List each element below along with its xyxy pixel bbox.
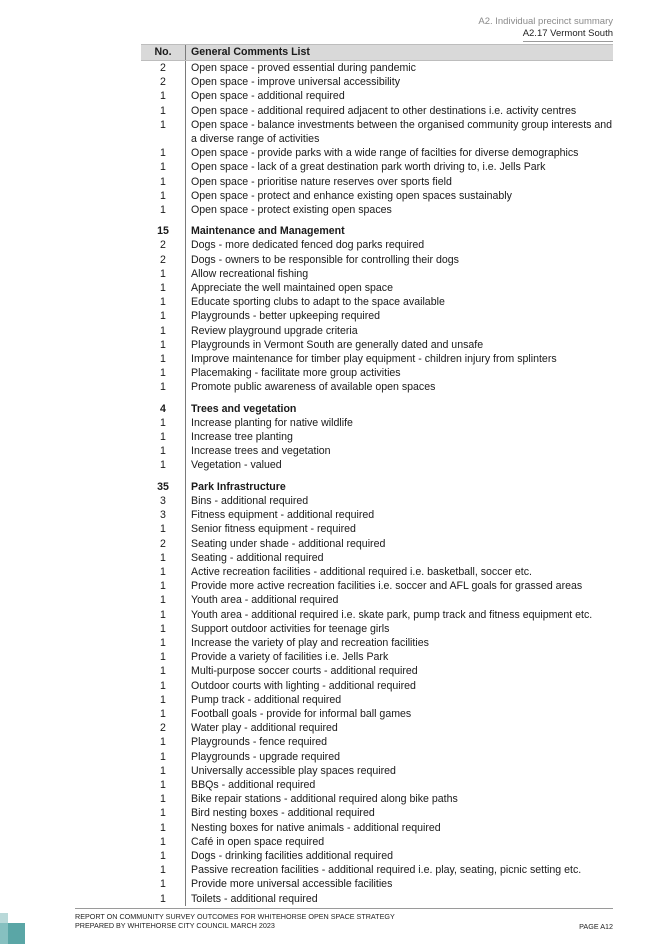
comment-count: 2 bbox=[160, 537, 166, 550]
comment-text: Educate sporting clubs to adapt to the space available bbox=[186, 295, 614, 309]
table-row bbox=[141, 238, 613, 252]
comment-count: 1 bbox=[160, 608, 166, 621]
comment-text: Open space - prioritise nature reserves over sports field bbox=[186, 175, 614, 189]
comment-text: Bike repair stations - additional required along bike paths bbox=[186, 792, 614, 806]
table-row bbox=[141, 764, 613, 778]
table-row bbox=[141, 253, 613, 267]
table-row bbox=[141, 75, 613, 89]
comment-count: 1 bbox=[160, 296, 166, 309]
table-row bbox=[141, 458, 613, 472]
comment-text: Playgrounds in Vermont South are generally dated and unsafe bbox=[186, 338, 614, 352]
table-row bbox=[141, 189, 613, 203]
comment-text: Promote public awareness of available open spaces bbox=[186, 380, 614, 394]
section-title: Park Infrastructure bbox=[186, 473, 614, 494]
page-footer bbox=[75, 908, 613, 930]
table-row bbox=[141, 863, 613, 877]
comment-text: Open space - additional required bbox=[186, 89, 614, 103]
comment-text: Youth area - additional required bbox=[186, 593, 614, 607]
table-row bbox=[141, 416, 613, 430]
comment-count: 1 bbox=[160, 764, 166, 777]
table-row bbox=[141, 430, 613, 444]
comment-text: Vegetation - valued bbox=[186, 458, 614, 472]
table-row bbox=[141, 565, 613, 579]
comment-text: Football goals - provide for informal ball games bbox=[186, 707, 614, 721]
comment-text: Provide a variety of facilities i.e. Jells Park bbox=[186, 650, 614, 664]
comment-count: 1 bbox=[160, 878, 166, 891]
comment-count: 1 bbox=[160, 807, 166, 820]
comment-count: 1 bbox=[160, 778, 166, 791]
comment-text: Increase tree planting bbox=[186, 430, 614, 444]
corner-decoration-block bbox=[0, 923, 8, 944]
section-title: Trees and vegetation bbox=[186, 395, 614, 416]
comment-text: Dogs - more dedicated fenced dog parks required bbox=[186, 238, 614, 252]
table-row bbox=[141, 821, 613, 835]
table-row bbox=[141, 508, 613, 522]
table-row bbox=[141, 267, 613, 281]
comment-text: Improve maintenance for timber play equipment - children injury from splinters bbox=[186, 352, 614, 366]
table-row bbox=[141, 636, 613, 650]
comment-text: Nesting boxes for native animals - additional required bbox=[186, 821, 614, 835]
comment-count: 15 bbox=[157, 225, 169, 238]
comment-text: Support outdoor activities for teenage girls bbox=[186, 622, 614, 636]
comment-count: 1 bbox=[160, 310, 166, 323]
footer-prepared-by: PREPARED BY WHITEHORSE CITY COUNCIL MARCH 2023 bbox=[75, 921, 275, 930]
header-subsection-title: A2.17 Vermont South bbox=[523, 28, 613, 43]
comment-count: 1 bbox=[160, 849, 166, 862]
table-row bbox=[141, 551, 613, 565]
comment-count: 4 bbox=[160, 402, 166, 415]
comment-text: Toilets - additional required bbox=[186, 892, 614, 906]
table-row bbox=[141, 835, 613, 849]
comment-text: Provide more active recreation facilities i.e. soccer and AFL goals for grassed areas bbox=[186, 579, 614, 593]
table-header-row bbox=[141, 45, 613, 61]
comment-count: 2 bbox=[160, 722, 166, 735]
comment-count: 1 bbox=[160, 416, 166, 429]
comment-text: Dogs - owners to be responsible for controlling their dogs bbox=[186, 253, 614, 267]
comment-text: Water play - additional required bbox=[186, 721, 614, 735]
comment-text: Seating - additional required bbox=[186, 551, 614, 565]
table-row bbox=[141, 352, 613, 366]
comment-count: 1 bbox=[160, 445, 166, 458]
table-row bbox=[141, 892, 613, 906]
comment-count: 1 bbox=[160, 459, 166, 472]
comment-text: Outdoor courts with lighting - additional required bbox=[186, 679, 614, 693]
table-row bbox=[141, 593, 613, 607]
comment-count: 1 bbox=[160, 353, 166, 366]
header-section-title: A2. Individual precinct summary bbox=[478, 16, 613, 27]
comment-text: Senior fitness equipment - required bbox=[186, 522, 614, 536]
table-row bbox=[141, 721, 613, 735]
table-row bbox=[141, 324, 613, 338]
table-row bbox=[141, 608, 613, 622]
comment-text: Open space - protect and enhance existing open spaces sustainably bbox=[186, 189, 614, 203]
comment-text: Review playground upgrade criteria bbox=[186, 324, 614, 338]
table-row bbox=[141, 778, 613, 792]
comment-count: 1 bbox=[160, 282, 166, 295]
comment-text: Allow recreational fishing bbox=[186, 267, 614, 281]
comment-count: 1 bbox=[160, 381, 166, 394]
page-number: PAGE A12 bbox=[579, 922, 613, 931]
comment-count: 1 bbox=[160, 636, 166, 649]
comment-text: Bins - additional required bbox=[186, 494, 614, 508]
comment-count: 1 bbox=[160, 736, 166, 749]
table-body bbox=[141, 61, 613, 906]
comment-text: Active recreation facilities - additional required i.e. basketball, soccer etc. bbox=[186, 565, 614, 579]
comment-count: 1 bbox=[160, 431, 166, 444]
table-row bbox=[141, 664, 613, 678]
section-row bbox=[141, 473, 613, 494]
comment-text: Open space - protect existing open spaces bbox=[186, 203, 614, 217]
comment-count: 1 bbox=[160, 204, 166, 217]
table-row bbox=[141, 175, 613, 189]
table-row bbox=[141, 792, 613, 806]
table-row bbox=[141, 877, 613, 891]
comment-count: 1 bbox=[160, 367, 166, 380]
footer-report-title: REPORT ON COMMUNITY SURVEY OUTCOMES FOR WHITEHORSE OPEN SPACE STRATEGY bbox=[75, 912, 395, 921]
comment-text: Provide more universal accessible facilities bbox=[186, 877, 614, 891]
comment-count: 2 bbox=[160, 239, 166, 252]
table-row bbox=[141, 750, 613, 764]
comment-count: 1 bbox=[160, 175, 166, 188]
comment-count: 2 bbox=[160, 253, 166, 266]
comment-count: 1 bbox=[160, 551, 166, 564]
table-row bbox=[141, 735, 613, 749]
table-row bbox=[141, 622, 613, 636]
table-row bbox=[141, 380, 613, 394]
comment-count: 1 bbox=[160, 750, 166, 763]
comment-text: Appreciate the well maintained open space bbox=[186, 281, 614, 295]
column-header-no: No. bbox=[141, 45, 186, 61]
table-row bbox=[141, 650, 613, 664]
comment-text: Open space - proved essential during pandemic bbox=[186, 61, 614, 76]
comment-text: Universally accessible play spaces required bbox=[186, 764, 614, 778]
comment-text: Fitness equipment - additional required bbox=[186, 508, 614, 522]
comment-count: 1 bbox=[160, 104, 166, 117]
comments-table bbox=[141, 44, 613, 906]
table-row bbox=[141, 537, 613, 551]
comment-count: 1 bbox=[160, 821, 166, 834]
comment-count: 1 bbox=[160, 565, 166, 578]
comment-count: 1 bbox=[160, 189, 166, 202]
comment-text: Playgrounds - better upkeeping required bbox=[186, 309, 614, 323]
comment-text: Increase trees and vegetation bbox=[186, 444, 614, 458]
comment-text: Open space - improve universal accessibility bbox=[186, 75, 614, 89]
table-row bbox=[141, 281, 613, 295]
comment-count: 1 bbox=[160, 651, 166, 664]
table-row bbox=[141, 89, 613, 103]
comment-count: 1 bbox=[160, 665, 166, 678]
comment-text: Multi-purpose soccer courts - additional required bbox=[186, 664, 614, 678]
comment-count: 1 bbox=[160, 594, 166, 607]
comment-count: 1 bbox=[160, 693, 166, 706]
comment-text: Placemaking - facilitate more group activities bbox=[186, 366, 614, 380]
table-row bbox=[141, 309, 613, 323]
table-row bbox=[141, 849, 613, 863]
section-row bbox=[141, 217, 613, 238]
comment-text: Open space - balance investments between the organised community group interests and a diverse range of activities bbox=[186, 118, 614, 146]
comment-count: 3 bbox=[160, 509, 166, 522]
comment-count: 3 bbox=[160, 494, 166, 507]
comment-text: Open space - additional required adjacent to other destinations i.e. activity centres bbox=[186, 104, 614, 118]
comment-text: Open space - provide parks with a wide range of facilties for diverse demographics bbox=[186, 146, 614, 160]
comment-text: Playgrounds - fence required bbox=[186, 735, 614, 749]
corner-decoration-block bbox=[0, 913, 8, 923]
comment-count: 1 bbox=[160, 523, 166, 536]
comment-count: 1 bbox=[160, 118, 166, 131]
comment-count: 1 bbox=[160, 324, 166, 337]
comment-count: 1 bbox=[160, 892, 166, 905]
comment-count: 1 bbox=[160, 147, 166, 160]
table-row bbox=[141, 579, 613, 593]
comment-count: 1 bbox=[160, 338, 166, 351]
comment-count: 1 bbox=[160, 793, 166, 806]
comment-count: 1 bbox=[160, 707, 166, 720]
comment-text: Passive recreation facilities - additional required i.e. play, seating, picnic setting etc. bbox=[186, 863, 614, 877]
table-row bbox=[141, 146, 613, 160]
comment-count: 1 bbox=[160, 161, 166, 174]
comment-text: Bird nesting boxes - additional required bbox=[186, 806, 614, 820]
table-row bbox=[141, 160, 613, 174]
comment-count: 1 bbox=[160, 679, 166, 692]
table-row bbox=[141, 494, 613, 508]
column-header-comments: General Comments List bbox=[186, 45, 614, 61]
comment-text: Seating under shade - additional required bbox=[186, 537, 614, 551]
comment-count: 35 bbox=[157, 480, 169, 493]
table-row bbox=[141, 693, 613, 707]
table-row bbox=[141, 295, 613, 309]
comment-count: 1 bbox=[160, 580, 166, 593]
table-row bbox=[141, 444, 613, 458]
comment-count: 1 bbox=[160, 622, 166, 635]
comment-text: Open space - lack of a great destination park worth driving to, i.e. Jells Park bbox=[186, 160, 614, 174]
comment-text: Youth area - additional required i.e. skate park, pump track and fitness equipment etc. bbox=[186, 608, 614, 622]
comment-text: Dogs - drinking facilities additional required bbox=[186, 849, 614, 863]
page-header bbox=[478, 16, 613, 42]
comment-count: 1 bbox=[160, 864, 166, 877]
comment-text: Pump track - additional required bbox=[186, 693, 614, 707]
comment-text: Increase planting for native wildlife bbox=[186, 416, 614, 430]
table-row bbox=[141, 679, 613, 693]
comment-count: 1 bbox=[160, 835, 166, 848]
comment-text: Increase the variety of play and recreation facilities bbox=[186, 636, 614, 650]
section-title: Maintenance and Management bbox=[186, 217, 614, 238]
comment-count: 2 bbox=[160, 62, 166, 74]
comment-count: 2 bbox=[160, 76, 166, 89]
section-row bbox=[141, 395, 613, 416]
table-row bbox=[141, 203, 613, 217]
table-row bbox=[141, 522, 613, 536]
table-row bbox=[141, 118, 613, 146]
corner-decoration-block bbox=[8, 923, 25, 944]
comment-text: BBQs - additional required bbox=[186, 778, 614, 792]
comment-text: Playgrounds - upgrade required bbox=[186, 750, 614, 764]
table-row bbox=[141, 366, 613, 380]
comment-text: Café in open space required bbox=[186, 835, 614, 849]
table-row bbox=[141, 806, 613, 820]
comment-count: 1 bbox=[160, 267, 166, 280]
comment-count: 1 bbox=[160, 90, 166, 103]
table-row bbox=[141, 104, 613, 118]
table-row bbox=[141, 61, 613, 76]
table-row bbox=[141, 707, 613, 721]
table-row bbox=[141, 338, 613, 352]
